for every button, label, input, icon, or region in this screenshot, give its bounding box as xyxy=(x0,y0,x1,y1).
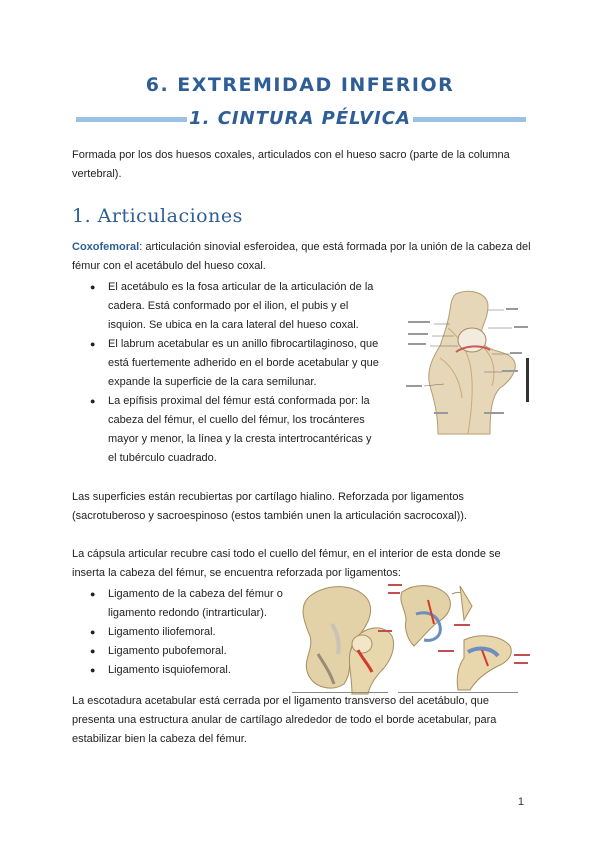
page-title: 6. EXTREMIDAD INFERIOR xyxy=(145,74,455,96)
surfaces-paragraph: Las superficies están recubiertas por cartílago hialino. Reforzada por ligamentos (sacrotuberoso y sacroespinoso (estos también unen la articulación sacrocoxal)). xyxy=(72,491,467,522)
subtitle-text: 1. CINTURA PÉLVICA xyxy=(189,108,411,129)
page-subtitle xyxy=(0,108,600,129)
coxofemoral-text: : articulación sinovial esferoidea, que está formada por la unión de la cabeza del fémur con el acetábulo del hueso coxal. xyxy=(72,241,531,272)
coxofemoral-paragraph xyxy=(72,238,532,276)
list-item: ● El labrum acetabular es un anillo fibrocartilaginoso, que está fuertemente adherido en el borde acetabular y que expande la superficie de la cara semilunar. xyxy=(88,335,383,392)
page-number: 1 xyxy=(517,796,524,808)
list-item: ● Ligamento pubofemoral. xyxy=(88,642,283,661)
scale-bar xyxy=(526,358,529,402)
escotadura-paragraph: La escotadura acetabular está cerrada por el ligamento transverso del acetábulo, que presenta una estructura anular de cartílago alrededor de todo el borde acetabular, para estabilizar bien la cabeza del fémur. xyxy=(72,695,497,745)
list-item: ● Ligamento isquiofemoral. xyxy=(88,661,283,680)
capsule-paragraph: La cápsula articular recubre casi todo el cuello del fémur, en el interior de esta donde se inserta la cabeza del fémur, se encuentra reforzada por ligamentos: xyxy=(72,548,501,579)
femoral-head xyxy=(352,635,372,653)
section-heading: 1. Articulaciones xyxy=(72,205,243,227)
list-item: ● Ligamento de la cabeza del fémur o ligamento redondo (intrarticular). xyxy=(88,585,283,623)
list-item: ● El acetábulo es la fosa articular de la articulación de la cadera. Está conformado por el ilion, el pubis y el isquion. Se ubica en la cara lateral del hueso coxal. xyxy=(88,278,383,335)
hip-ligaments-figure xyxy=(288,580,540,696)
femur-section-figure xyxy=(404,288,534,436)
ligaments-bullet-list xyxy=(88,585,283,680)
intro-paragraph: Formada por los dos huesos coxales, articulados con el hueso sacro (parte de la columna vertebral). xyxy=(72,149,510,180)
coxofemoral-term: Coxofemoral xyxy=(72,241,140,253)
list-item: ● La epífisis proximal del fémur está conformada por: la cabeza del fémur, el cuello del fémur, los trocánteres mayor y menor, la línea y la cresta intertrocantéricas y el tubérculo cuadrado. xyxy=(88,392,383,468)
list-item: ● Ligamento iliofemoral. xyxy=(88,623,283,642)
acetabulum-bullet-list xyxy=(88,278,383,468)
